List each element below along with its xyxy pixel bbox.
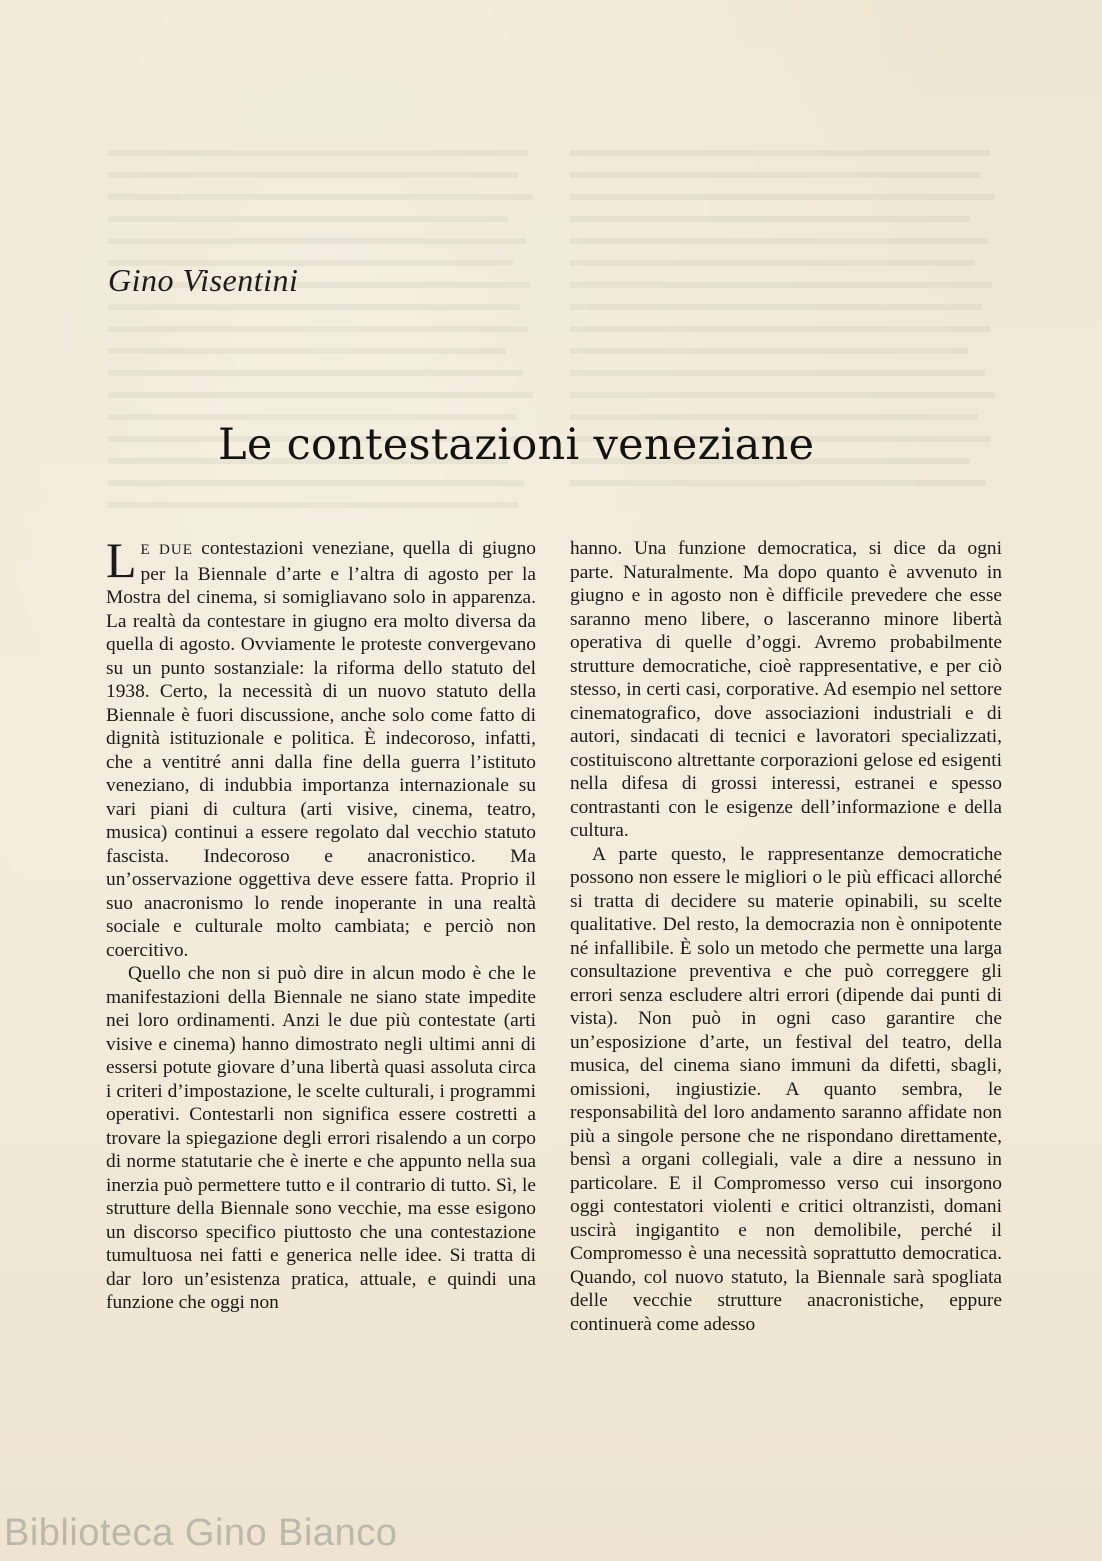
- opening-smallcaps: E DUE: [140, 542, 193, 558]
- show-through-texture-right: [570, 150, 1000, 530]
- left-column: [106, 532, 536, 1315]
- author-name: Gino Visentini: [108, 262, 299, 298]
- paragraph-4: A parte questo, le rappresentanze democratiche possono non essere le migliori o le più efficaci allorché si tratta di decidere su materie opinabili, su scelte qualitative. Del resto, la democrazia non è onnipotente né infallibile. È solo un metodo che permette una larga consultazione preventiva e che può correggere gli errori senza escludere altri errori (dipende dai punti di vista). Non può in ogni caso garantire che un’esposizione d’arte, un festival del teatro, della musica, del cinema siano immuni da difetti, sbagli, omissioni, ingiustizie. A quanto sembra, le responsabilità del loro andamento saranno affidate non più a singole persone che ne rispondano direttamente, bensì a organi collegiali, vale a dire a nessuno in particolare. E il Compromesso verso cui insorgono oggi contestatori violenti e critici oltranzisti, domani uscirà ingigantito e non demolibile, perché il Compromesso è una necessità soprattutto democratica. Quando, col nuovo statuto, la Biennale sarà spogliata delle vecchie strutture anacronistiche, eppure continuerà come adesso: [570, 843, 1002, 1335]
- drop-cap: L: [106, 532, 137, 588]
- library-watermark: Biblioteca Gino Bianco: [4, 1512, 398, 1554]
- paragraph-1: [106, 532, 536, 962]
- right-column: [570, 537, 1002, 1336]
- paragraph-2: Quello che non si può dire in alcun modo è che le manifestazioni della Biennale ne siano state impedite nei loro ordinamenti. Anzi le due più contestate (arti visive e cinema) hanno dimostrato negli ultimi anni di essersi potute giovare d’una libertà quasi assoluta circa i criteri d’impostazione, le scelte culturali, i programmi operativi. Contestarli non significa essere costretti a trovare la spiegazione degli errori risalendo a un corpo di norme statutarie che è inerte e che appunto nella sua inerzia può permettere tutto e il contrario di tutto. Sì, le strutture della Biennale sono vecchie, ma esse esigono un discorso specifico piuttosto che una contestazione tumultuosa nei fatti e generica nelle idee. Si tratta di dar loro un’esistenza pratica, attuale, e quindi una funzione che oggi non: [106, 963, 536, 1313]
- show-through-lines: [108, 150, 538, 530]
- show-through-texture: [108, 150, 538, 530]
- paragraph-3: hanno. Una funzione democratica, si dice da ogni parte. Naturalmente. Ma dopo quanto è avvenuto in giugno e in agosto non è difficile prevedere che esse saranno meno libere, o lasceranno minore libertà operativa di quelle d’oggi. Avremo probabilmente strutture democratiche, cioè rappresentative, e per ciò stesso, in certi casi, corporative. Ad esempio nel settore cinematografico, dove associazioni industriali e di autori, sindacati di tecnici e lavoratori specializzati, costituiscono altrettante corporazioni gelose ed esigenti nella difesa di grossi interessi, estranei e spesso contrastanti con le esigenze dell’informazione e della cultura.: [570, 538, 1002, 841]
- article-title: Le contestazioni veneziane: [218, 420, 815, 470]
- show-through-lines-right: [570, 150, 1000, 530]
- paragraph-1-text: contestazioni veneziane, quella di giugno per la Biennale d’arte e l’altra di agosto per la Mostra del cinema, si somigliavano solo in apparenza. La realtà da contestare in giugno era molto diversa da quella di agosto. Ovviamente le proteste convergevano su un punto sostanziale: la riforma dello statuto del 1938. Certo, la necessità di un nuovo statuto della Biennale è fuori discussione, anche solo come fatto di dignità istituzionale e politica. È indecoroso, infatti, che a ventitré anni dalla fine della guerra l’istituto veneziano, di indubbia importanza internazionale su vari piani di cultura (arti visive, cinema, teatro, musica) continui a essere regolato dal vecchio statuto fascista. Indecoroso e anacronistico. Ma un’osservazione oggettiva deve essere fatta. Proprio il suo anacronismo lo rende inoperante in una realtà sociale e culturale molto cambiata; e perciò non coercitivo.: [106, 538, 536, 961]
